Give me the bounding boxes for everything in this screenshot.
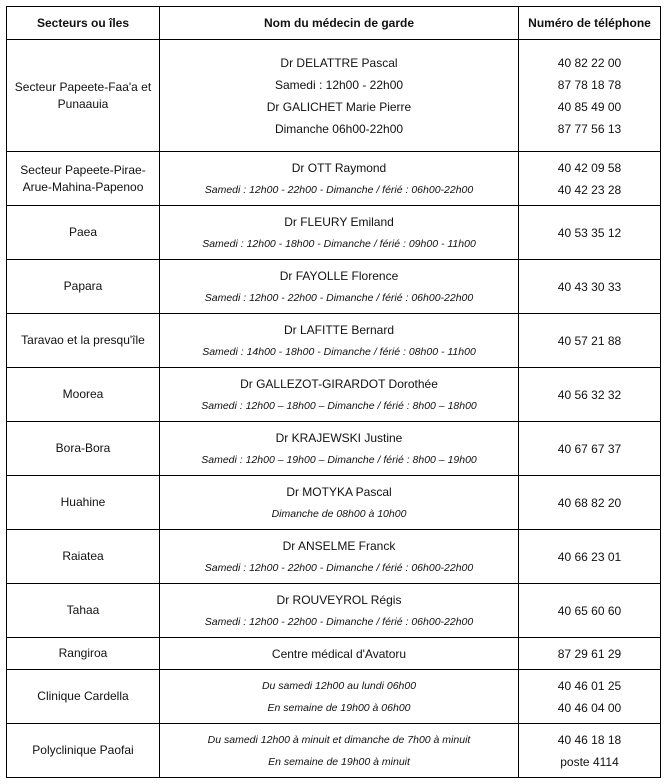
- phone-number: 40 65 60 60: [557, 603, 622, 618]
- doctor-name: Dr FAYOLLE Florence: [279, 268, 399, 283]
- phone-number: 40 53 35 12: [557, 225, 622, 240]
- phone-cell: [519, 476, 661, 530]
- doctor-name: Dr LAFITTE Bernard: [283, 322, 395, 337]
- doctor-name: Dr OTT Raymond: [291, 160, 387, 175]
- doctor-name: Dr ROUVEYROL Régis: [276, 592, 402, 607]
- phone-number: 40 82 22 00: [557, 55, 622, 70]
- phone-cell: [519, 40, 661, 152]
- phone-cell: [519, 368, 661, 422]
- doctor-cell: [160, 638, 519, 670]
- phone-number: 40 66 23 01: [557, 549, 622, 564]
- header-row: [7, 7, 661, 40]
- table-row: [7, 638, 661, 670]
- phone-number: 87 77 56 13: [557, 121, 622, 136]
- phone-number: 40 56 32 32: [557, 387, 622, 402]
- phone-cell: [519, 314, 661, 368]
- doctor-name: Dr GALLEZOT-GIRARDOT Dorothée: [240, 376, 438, 391]
- doctor-cell: [160, 530, 519, 584]
- doctor-name: Dr FLEURY Emiland: [284, 214, 394, 229]
- table-row: [7, 40, 661, 152]
- sector-cell: Bora-Bora: [7, 422, 160, 476]
- sector-cell: Paea: [7, 206, 160, 260]
- sector-cell: Secteur Papeete-Pirae-Arue-Mahina-Papenoo: [7, 152, 160, 206]
- header-sector: Secteurs ou îles: [7, 7, 160, 40]
- phone-cell: [519, 670, 661, 724]
- phone-cell: [519, 724, 661, 778]
- doctor-hours: Samedi : 12h00 – 19h00 – Dimanche / férié : 8h00 – 19h00: [201, 453, 477, 466]
- doctor-name: Dr GALICHET Marie Pierre: [266, 99, 412, 114]
- doctor-cell: [160, 368, 519, 422]
- doctor-cell: [160, 206, 519, 260]
- phone-cell: [519, 638, 661, 670]
- doctor-cell: [160, 584, 519, 638]
- header-doctor: Nom du médecin de garde: [160, 7, 519, 40]
- phone-number: 40 68 82 20: [557, 495, 622, 510]
- doctor-hours: Dimanche de 08h00 à 10h00: [271, 507, 407, 520]
- table-row: [7, 368, 661, 422]
- phone-number: 40 85 49 00: [557, 99, 622, 114]
- table-row: [7, 530, 661, 584]
- sector-cell: Huahine: [7, 476, 160, 530]
- phone-cell: [519, 584, 661, 638]
- doctor-cell: [160, 314, 519, 368]
- phone-number: 40 57 21 88: [557, 333, 622, 348]
- sector-cell: Rangiroa: [7, 638, 160, 670]
- doctor-hours: Samedi : 12h00 - 22h00 - Dimanche / férié : 06h00-22h00: [204, 183, 474, 196]
- sector-cell: Clinique Cardella: [7, 670, 160, 724]
- table-row: [7, 206, 661, 260]
- doctor-cell: [160, 40, 519, 152]
- sector-cell: Moorea: [7, 368, 160, 422]
- table-row: [7, 314, 661, 368]
- doctor-cell: [160, 260, 519, 314]
- table-row: [7, 724, 661, 778]
- table-row: [7, 476, 661, 530]
- phone-number: 87 29 61 29: [557, 646, 622, 661]
- doctor-name: Dr DELATTRE Pascal: [280, 55, 398, 70]
- phone-number: 87 78 18 78: [557, 77, 622, 92]
- table-row: [7, 584, 661, 638]
- sector-cell: Tahaa: [7, 584, 160, 638]
- doctor-cell: [160, 724, 519, 778]
- doctor-hours: Samedi : 12h00 - 22h00: [274, 77, 404, 92]
- sector-cell: Papara: [7, 260, 160, 314]
- doctor-name: Dr MOTYKA Pascal: [286, 484, 392, 499]
- header-phone: Numéro de téléphone: [519, 7, 661, 40]
- doctor-hours: Samedi : 12h00 – 18h00 – Dimanche / férié : 8h00 – 18h00: [201, 399, 477, 412]
- phone-number: 40 42 23 28: [557, 182, 622, 197]
- doctor-hours: Samedi : 12h00 - 22h00 - Dimanche / férié : 06h00-22h00: [204, 615, 474, 628]
- phone-number: 40 46 04 00: [557, 700, 622, 715]
- doctor-hours: Samedi : 12h00 - 22h00 - Dimanche / férié : 06h00-22h00: [204, 291, 474, 304]
- phone-cell: [519, 206, 661, 260]
- phone-cell: [519, 530, 661, 584]
- phone-cell: [519, 152, 661, 206]
- doctor-hours: Dimanche 06h00-22h00: [274, 121, 404, 136]
- doctor-hours: En semaine de 19h00 à 06h00: [267, 701, 411, 714]
- doctor-cell: [160, 152, 519, 206]
- phone-number: 40 42 09 58: [557, 160, 622, 175]
- phone-cell: [519, 422, 661, 476]
- phone-number: poste 4114: [560, 754, 619, 769]
- doctor-name: Centre médical d'Avatoru: [271, 646, 407, 661]
- doctor-hours: Du samedi 12h00 au lundi 06h00: [261, 679, 417, 692]
- doctor-hours: En semaine de 19h00 à minuit: [268, 755, 410, 768]
- table-row: [7, 260, 661, 314]
- sector-cell: Raiatea: [7, 530, 160, 584]
- on-call-doctors-table: [6, 6, 661, 778]
- doctor-cell: [160, 476, 519, 530]
- doctor-hours: Samedi : 12h00 - 18h00 - Dimanche / férié : 09h00 - 11h00: [202, 237, 476, 250]
- doctor-name: Dr ANSELME Franck: [282, 538, 396, 553]
- phone-number: 40 43 30 33: [557, 279, 622, 294]
- doctor-cell: [160, 422, 519, 476]
- doctor-hours: Du samedi 12h00 à minuit et dimanche de 7h00 à minuit: [207, 733, 471, 746]
- phone-cell: [519, 260, 661, 314]
- doctor-cell: [160, 670, 519, 724]
- doctor-name: Dr KRAJEWSKI Justine: [275, 430, 403, 445]
- sector-cell: Taravao et la presqu'île: [7, 314, 160, 368]
- sector-cell: Secteur Papeete-Faa'a et Punaauia: [7, 40, 160, 152]
- table-row: [7, 422, 661, 476]
- doctor-hours: Samedi : 14h00 - 18h00 - Dimanche / férié : 08h00 - 11h00: [202, 345, 476, 358]
- sector-cell: Polyclinique Paofai: [7, 724, 160, 778]
- doctor-hours: Samedi : 12h00 - 22h00 - Dimanche / férié : 06h00-22h00: [204, 561, 474, 574]
- phone-number: 40 67 67 37: [557, 441, 622, 456]
- phone-number: 40 46 18 18: [557, 732, 622, 747]
- table-row: [7, 670, 661, 724]
- phone-number: 40 46 01 25: [557, 678, 622, 693]
- table-row: [7, 152, 661, 206]
